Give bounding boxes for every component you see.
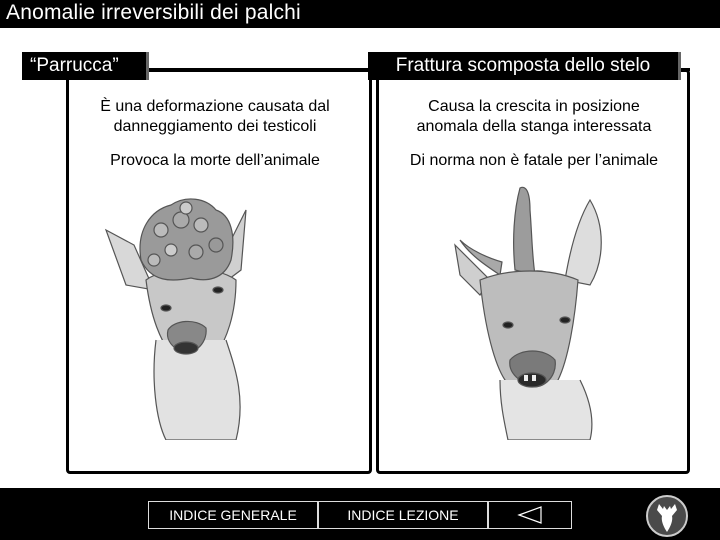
left-panel-top-rule (146, 68, 372, 71)
lesson-index-button[interactable]: INDICE LEZIONE (318, 501, 488, 529)
left-panel-line1b: danneggiamento dei testicoli (113, 118, 317, 135)
left-tab-edge (146, 52, 149, 80)
deer-head-logo-icon[interactable] (645, 494, 689, 538)
right-tab-edge (678, 52, 681, 80)
slide-title: Anomalie irreversibili dei palchi (6, 1, 301, 24)
wig-antler-deer-illustration (96, 190, 296, 440)
fractured-antler-deer-illustration (440, 180, 620, 440)
general-index-button[interactable]: INDICE GENERALE (148, 501, 318, 529)
left-panel-heading: “Parrucca” (22, 52, 146, 80)
left-panel-line1a: È una deformazione causata dal (100, 98, 330, 115)
back-button[interactable] (488, 501, 572, 529)
triangle-left-icon (515, 505, 545, 525)
title-bar (0, 0, 720, 30)
right-panel-line1b: anomala della stanga interessata (416, 118, 652, 135)
right-panel-top-rule-right (681, 68, 690, 71)
left-panel-line2: Provoca la morte dell’animale (110, 152, 320, 169)
right-panel-line1a: Causa la crescita in posizione (428, 98, 640, 115)
right-panel-line2: Di norma non è fatale per l’animale (409, 152, 659, 169)
right-panel-heading: Frattura scomposta dello stelo (368, 52, 678, 80)
